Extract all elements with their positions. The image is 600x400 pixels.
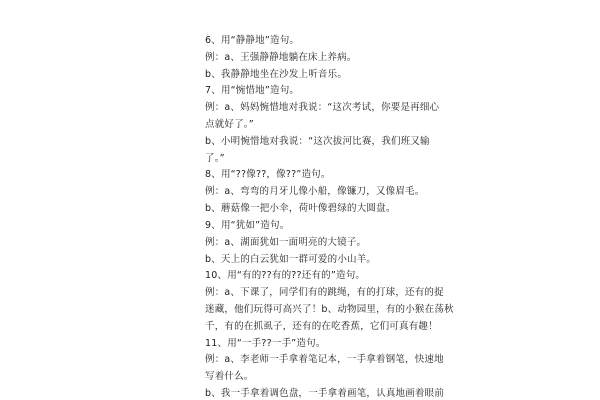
example-line: 迷藏，他们玩得可高兴了！b、动物园里，有的小猴在荡秋 <box>205 303 454 315</box>
example-line: b、蘑菇像一把小伞，荷叶像碧绿的大圆盘。 <box>205 203 396 215</box>
heading-item-11: 11、用“一手??一手”造句。 <box>205 337 326 349</box>
example-line: 例：a、湖面犹如一面明亮的大镜子。 <box>205 236 367 248</box>
heading-item-9: 9、用“犹如”造句。 <box>205 219 290 231</box>
heading-item-7: 7、用“惋惜地”造句。 <box>205 85 300 97</box>
example-line: 例：a、妈妈惋惜地对我说：“这次考试，你要是再细心 <box>205 102 440 114</box>
example-line: 例：a、弯弯的月牙儿像小船，像镰刀，又像眉毛。 <box>205 186 425 198</box>
example-line: 写着什么。 <box>205 371 254 383</box>
example-line: 点就好了。” <box>205 119 254 131</box>
example-line: b、小明惋惜地对我说：“这次拔河比赛，我们班又输 <box>205 135 430 147</box>
example-line: b、我一手拿着调色盘，一手拿着画笔，认真地画着眼前 <box>205 388 445 399</box>
heading-item-6: 6、用“静静地”造句。 <box>205 35 300 46</box>
heading-item-8: 8、用“??像??，像??”造句。 <box>205 169 331 181</box>
example-line: 了。” <box>205 152 225 164</box>
heading-item-10: 10、用“有的??有的??还有的”造句。 <box>205 270 366 282</box>
example-line: b、我静静地坐在沙发上听音乐。 <box>205 68 348 80</box>
example-line: 例：a、下课了，同学们有的跳绳，有的打球，还有的捉 <box>205 287 444 299</box>
example-line: 例：a、李老师一手拿着笔记本，一手拿着钢笔，快速地 <box>205 354 444 366</box>
example-line: b、天上的白云犹如一群可爱的小山羊。 <box>205 253 377 265</box>
example-line: 千，有的在抓虱子，还有的在吃香蕉，它们可真有趣！ <box>205 320 438 332</box>
example-line: 例：a、王强静静地躺在床上养病。 <box>205 51 357 63</box>
